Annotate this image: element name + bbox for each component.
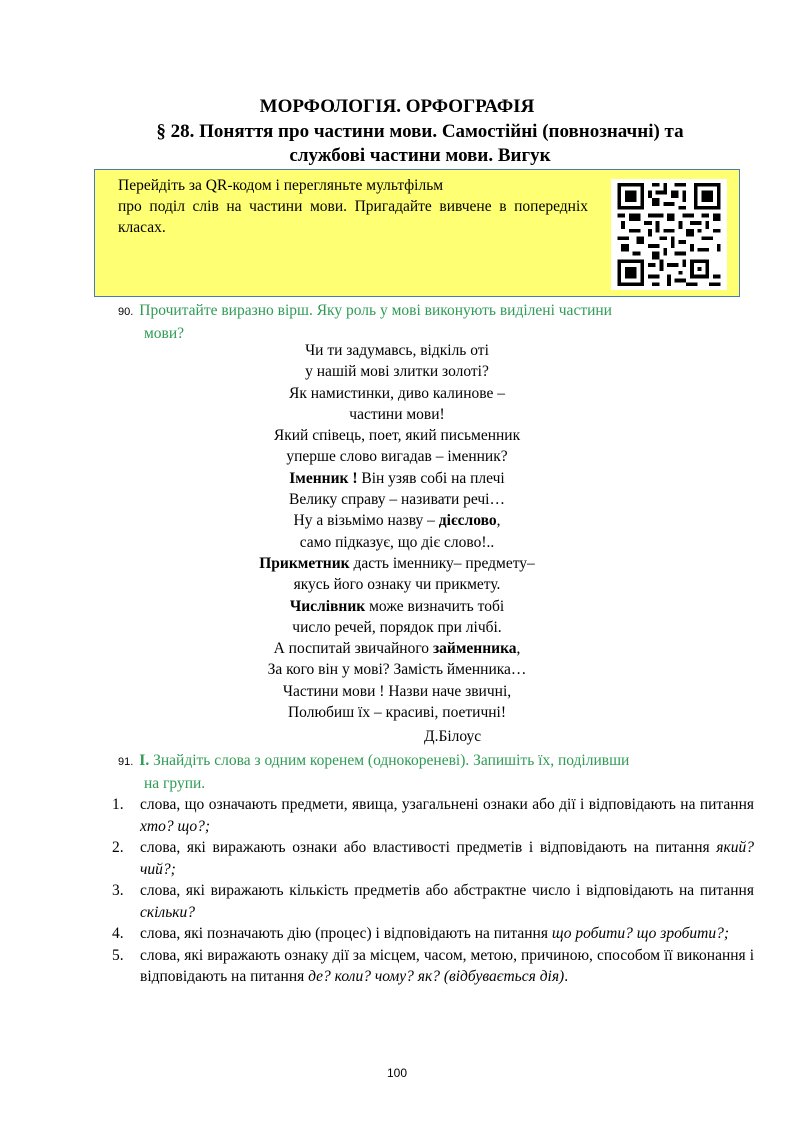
qr-code-icon[interactable] (611, 179, 727, 290)
highlighted-word: Іменник ! (289, 469, 358, 487)
list-item-number: 2. (112, 839, 124, 856)
poem-line (0, 468, 794, 489)
poem-text: , (516, 640, 521, 658)
poem-line: За кого він у мові? Замість йменника… (267, 661, 527, 679)
list-item (112, 837, 754, 880)
list-item-text: слова, що означають предмети, явища, узагальнені ознаки або дії і відповідають на питання хто? що?; (140, 796, 754, 835)
paragraph-heading-line1: § 28. Поняття про частини мови. Самостійні (повнозначні) та (156, 121, 684, 142)
exercise-91 (118, 750, 754, 795)
poem-author: Д.Білоус (424, 728, 482, 745)
list-item (112, 923, 754, 945)
poem-text: А поспитай звичайного (273, 640, 433, 658)
exercise-90-number: 90. (118, 306, 134, 318)
exercise-90-task-line2: мови? (144, 325, 185, 342)
list-item-number: 4. (112, 925, 124, 942)
poem (0, 340, 794, 723)
qr-info-box (94, 169, 740, 297)
list-item (112, 794, 754, 837)
list-item-number: 1. (112, 796, 124, 813)
poem-line: Полюбиш їх – красиві, поетичні! (287, 704, 507, 722)
exercise-91-number: 91. (118, 756, 134, 768)
poem-line: Чи ти задумавсь, відкіль оті (305, 342, 489, 359)
paragraph-heading (110, 120, 730, 168)
highlighted-word: дієслово (438, 512, 497, 530)
poem-line: Який співець, поет, який письменник (273, 427, 521, 445)
qr-instruction-line2: про поділ слів на частини мови. Пригадайте вивчене в попередніх класах. (118, 198, 588, 236)
page-number: 100 (386, 1066, 408, 1080)
poem-line (0, 553, 794, 574)
poem-line: уперше слово вигадав – іменник? (286, 448, 508, 466)
list-item-text: слова, які позначають дію (процес) і відповідають на питання що робити? що зробити?; (140, 925, 730, 942)
poem-line (0, 510, 794, 531)
highlighted-word: Прикметник (259, 554, 350, 572)
paragraph-heading-line2: службові частини мови. Вигук (289, 145, 551, 166)
exercise-90-task-line1: Прочитайте виразно вірш. Яку роль у мові виконують виділені частини (139, 302, 612, 319)
poem-line: само підказує, що діє слово!.. (299, 533, 495, 551)
exercise-91-task-line2: на групи. (144, 775, 206, 792)
list-item-number: 3. (112, 882, 124, 899)
list-item-number: 5. (112, 946, 124, 964)
poem-line: частини мови! (349, 405, 445, 423)
exercise-90 (118, 300, 754, 345)
poem-line (0, 596, 794, 617)
poem-line: у нашій мові злитки золоті? (305, 363, 489, 381)
list-item (112, 945, 754, 988)
poem-line: число речей, порядок при лічбі. (292, 618, 502, 636)
list-item-text: слова, які виражають кількість предметів або абстрактне число і відповідають на питання скільки? (140, 882, 754, 921)
poem-text: Він узяв собі на плечі (357, 469, 505, 487)
poem-text: дасть іменнику– предмету– (349, 554, 535, 572)
highlighted-word: Числівник (289, 597, 366, 615)
section-title: МОРФОЛОГІЯ. ОРФОГРАФІЯ (259, 96, 535, 117)
exercise-91-part: І. (139, 752, 150, 769)
qr-instruction (118, 175, 588, 238)
poem-line: Велику справу – називати речі… (288, 491, 505, 509)
qr-instruction-line1: Перейдіть за QR-кодом і перегляньте мультфільм (118, 177, 444, 194)
poem-line: якусь його ознаку чи прикмету. (293, 576, 501, 594)
poem-text: , (496, 512, 501, 530)
poem-line: Частини мови ! Назви наче звичні, (282, 682, 512, 700)
highlighted-word: займенника (432, 640, 517, 658)
word-groups-list (112, 794, 754, 988)
poem-text: може визначить тобі (365, 597, 505, 615)
poem-line (0, 638, 794, 659)
list-item-text: слова, які виражають ознаки або властивості предметів і відповідають на питання який? чий?; (140, 839, 754, 878)
exercise-91-task-line1: Знайдіть слова з одним коренем (однокореневі). Запишіть їх, поділивши (149, 752, 630, 769)
poem-text: Ну а візьмімо назву – (293, 512, 439, 530)
list-item-text: слова, які виражають ознаку дії за місцем, часом, метою, причиною, способом її виконання і відповідають на питання де? коли? чому? як? (відбувається дія). (140, 946, 754, 985)
list-item (112, 880, 754, 923)
poem-line: Як намистинки, диво калинове – (289, 384, 505, 402)
